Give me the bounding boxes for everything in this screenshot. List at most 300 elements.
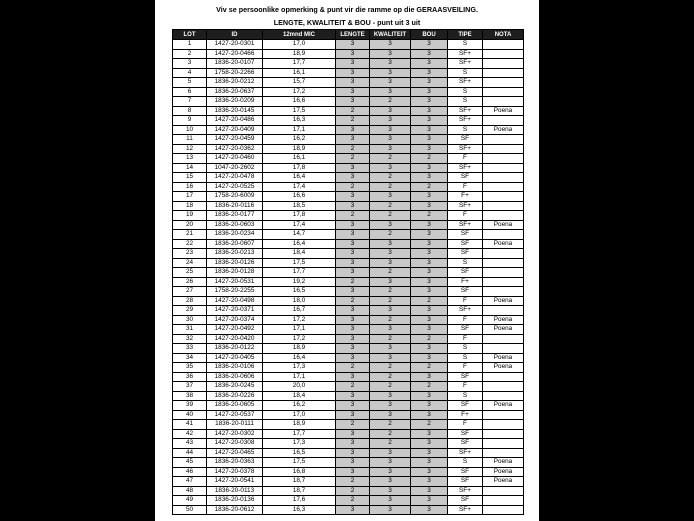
table-row	[173, 325, 524, 335]
cell-lengte: 3	[336, 344, 370, 354]
table-row	[173, 363, 524, 373]
table-row	[173, 467, 524, 477]
column-header-lot: LOT	[173, 30, 207, 40]
cell-bou: 3	[411, 306, 448, 316]
cell-id: 1427-20-0537	[207, 410, 263, 420]
cell-bou: 3	[411, 49, 448, 59]
cell-lengte: 3	[336, 334, 370, 344]
cell-nota: Poena	[483, 477, 524, 487]
cell-nota	[483, 382, 524, 392]
cell-mic: 17,1	[263, 125, 336, 135]
cell-lot: 36	[173, 372, 207, 382]
table-row	[173, 220, 524, 230]
cell-bou: 3	[411, 59, 448, 69]
cell-mic: 17,7	[263, 268, 336, 278]
cell-bou: 3	[411, 410, 448, 420]
cell-lot: 21	[173, 230, 207, 240]
cell-kwaliteit: 3	[370, 249, 411, 259]
cell-mic: 18,9	[263, 49, 336, 59]
cell-lot: 30	[173, 315, 207, 325]
cell-mic: 16,2	[263, 401, 336, 411]
cell-nota	[483, 258, 524, 268]
cell-kwaliteit: 3	[370, 277, 411, 287]
cell-nota	[483, 306, 524, 316]
cell-mic: 18,9	[263, 420, 336, 430]
cell-tipe: SF+	[448, 448, 483, 458]
cell-nota	[483, 486, 524, 496]
table-row	[173, 287, 524, 297]
cell-nota: Poena	[483, 125, 524, 135]
cell-lot: 50	[173, 505, 207, 515]
cell-lengte: 3	[336, 163, 370, 173]
cell-id: 1427-20-0405	[207, 353, 263, 363]
cell-bou: 2	[411, 296, 448, 306]
cell-lengte: 3	[336, 429, 370, 439]
cell-id: 1836-20-0145	[207, 106, 263, 116]
cell-lengte: 3	[336, 306, 370, 316]
cell-tipe: F	[448, 296, 483, 306]
cell-nota	[483, 391, 524, 401]
cell-mic: 16,5	[263, 287, 336, 297]
cell-lengte: 3	[336, 230, 370, 240]
cell-kwaliteit: 2	[370, 182, 411, 192]
cell-tipe: S	[448, 353, 483, 363]
cell-id: 1836-20-0177	[207, 211, 263, 221]
table-row	[173, 448, 524, 458]
table-row	[173, 144, 524, 154]
cell-tipe: SF+	[448, 78, 483, 88]
cell-lengte: 3	[336, 325, 370, 335]
cell-tipe: F	[448, 182, 483, 192]
table-row	[173, 268, 524, 278]
cell-lengte: 2	[336, 363, 370, 373]
cell-id: 1836-20-0607	[207, 239, 263, 249]
cell-lot: 40	[173, 410, 207, 420]
cell-id: 1836-20-0363	[207, 458, 263, 468]
cell-nota	[483, 448, 524, 458]
table-row	[173, 49, 524, 59]
cell-lot: 3	[173, 59, 207, 69]
cell-tipe: S	[448, 68, 483, 78]
cell-mic: 17,3	[263, 439, 336, 449]
cell-lengte: 3	[336, 372, 370, 382]
table-row	[173, 59, 524, 69]
column-header-id: ID	[207, 30, 263, 40]
cell-lengte: 2	[336, 486, 370, 496]
cell-lengte: 2	[336, 116, 370, 126]
cell-mic: 17,8	[263, 163, 336, 173]
cell-mic: 17,7	[263, 429, 336, 439]
cell-lengte: 2	[336, 496, 370, 506]
cell-lot: 22	[173, 239, 207, 249]
cell-kwaliteit: 2	[370, 154, 411, 164]
cell-nota	[483, 154, 524, 164]
cell-kwaliteit: 3	[370, 448, 411, 458]
cell-tipe: SF	[448, 230, 483, 240]
cell-lengte: 3	[336, 97, 370, 107]
column-header-bou: BOU	[411, 30, 448, 40]
cell-id: 1427-20-0308	[207, 439, 263, 449]
cell-kwaliteit: 2	[370, 230, 411, 240]
cell-id: 1836-20-0107	[207, 59, 263, 69]
cell-id: 1758-20-6009	[207, 192, 263, 202]
table-row	[173, 211, 524, 221]
cell-kwaliteit: 3	[370, 106, 411, 116]
cell-lengte: 2	[336, 420, 370, 430]
cell-lot: 6	[173, 87, 207, 97]
cell-lengte: 3	[336, 448, 370, 458]
table-row	[173, 87, 524, 97]
table-row	[173, 458, 524, 468]
cell-tipe: F	[448, 382, 483, 392]
cell-bou: 2	[411, 382, 448, 392]
cell-kwaliteit: 2	[370, 382, 411, 392]
cell-id: 1836-20-0245	[207, 382, 263, 392]
table-row	[173, 201, 524, 211]
cell-nota	[483, 192, 524, 202]
cell-id: 1427-20-0362	[207, 144, 263, 154]
cell-kwaliteit: 3	[370, 353, 411, 363]
cell-lot: 29	[173, 306, 207, 316]
cell-mic: 18,0	[263, 296, 336, 306]
cell-id: 1836-20-0136	[207, 496, 263, 506]
cell-id: 1427-20-0531	[207, 277, 263, 287]
table-row	[173, 173, 524, 183]
cell-mic: 16,3	[263, 505, 336, 515]
cell-tipe: F+	[448, 410, 483, 420]
cell-lot: 34	[173, 353, 207, 363]
cell-lot: 11	[173, 135, 207, 145]
cell-mic: 18,5	[263, 201, 336, 211]
cell-nota	[483, 211, 524, 221]
cell-lot: 31	[173, 325, 207, 335]
cell-kwaliteit: 2	[370, 420, 411, 430]
cell-id: 1836-20-0606	[207, 372, 263, 382]
cell-lot: 25	[173, 268, 207, 278]
cell-lot: 35	[173, 363, 207, 373]
cell-lengte: 3	[336, 249, 370, 259]
cell-kwaliteit: 3	[370, 144, 411, 154]
cell-bou: 3	[411, 277, 448, 287]
table-row	[173, 125, 524, 135]
cell-bou: 3	[411, 287, 448, 297]
cell-lengte: 3	[336, 78, 370, 88]
cell-kwaliteit: 3	[370, 192, 411, 202]
table-row	[173, 391, 524, 401]
cell-id: 1047-20-2602	[207, 163, 263, 173]
cell-nota	[483, 173, 524, 183]
cell-lot: 13	[173, 154, 207, 164]
cell-bou: 3	[411, 68, 448, 78]
cell-id: 1836-20-0234	[207, 230, 263, 240]
cell-id: 1427-20-0478	[207, 173, 263, 183]
table-row	[173, 296, 524, 306]
column-header-nota: NOTA	[483, 30, 524, 40]
cell-mic: 17,1	[263, 372, 336, 382]
cell-id: 1836-20-0213	[207, 249, 263, 259]
cell-id: 1836-20-0106	[207, 363, 263, 373]
cell-bou: 2	[411, 182, 448, 192]
cell-nota: Poena	[483, 220, 524, 230]
cell-nota	[483, 201, 524, 211]
cell-bou: 2	[411, 420, 448, 430]
cell-lengte: 3	[336, 353, 370, 363]
cell-nota	[483, 344, 524, 354]
cell-lengte: 3	[336, 268, 370, 278]
cell-mic: 16,6	[263, 192, 336, 202]
cell-mic: 14,7	[263, 230, 336, 240]
cell-nota	[483, 68, 524, 78]
cell-bou: 3	[411, 325, 448, 335]
cell-lengte: 3	[336, 391, 370, 401]
cell-lot: 19	[173, 211, 207, 221]
cell-tipe: SF	[448, 467, 483, 477]
cell-id: 1836-20-0113	[207, 486, 263, 496]
cell-tipe: SF+	[448, 49, 483, 59]
cell-kwaliteit: 2	[370, 268, 411, 278]
cell-lot: 26	[173, 277, 207, 287]
cell-tipe: SF	[448, 429, 483, 439]
cell-id: 1427-20-0301	[207, 40, 263, 50]
cell-lot: 24	[173, 258, 207, 268]
cell-bou: 3	[411, 97, 448, 107]
cell-tipe: S	[448, 391, 483, 401]
cell-bou: 3	[411, 477, 448, 487]
cell-nota: Poena	[483, 239, 524, 249]
cell-lengte: 3	[336, 315, 370, 325]
cell-kwaliteit: 3	[370, 163, 411, 173]
cell-bou: 3	[411, 448, 448, 458]
cell-tipe: SF	[448, 496, 483, 506]
cell-mic: 17,6	[263, 496, 336, 506]
cell-mic: 17,1	[263, 325, 336, 335]
cell-mic: 16,4	[263, 239, 336, 249]
cell-bou: 3	[411, 486, 448, 496]
cell-lengte: 3	[336, 439, 370, 449]
cell-bou: 3	[411, 391, 448, 401]
cell-lot: 45	[173, 458, 207, 468]
cell-tipe: S	[448, 458, 483, 468]
cell-kwaliteit: 3	[370, 391, 411, 401]
cell-tipe: SF	[448, 477, 483, 487]
cell-nota	[483, 287, 524, 297]
cell-nota	[483, 249, 524, 259]
cell-tipe: SF	[448, 135, 483, 145]
cell-kwaliteit: 2	[370, 211, 411, 221]
cell-lot: 5	[173, 78, 207, 88]
table-row	[173, 420, 524, 430]
cell-mic: 18,9	[263, 144, 336, 154]
cell-lengte: 3	[336, 467, 370, 477]
cell-bou: 3	[411, 135, 448, 145]
cell-mic: 16,7	[263, 306, 336, 316]
cell-tipe: SF	[448, 268, 483, 278]
cell-kwaliteit: 3	[370, 344, 411, 354]
cell-mic: 17,0	[263, 410, 336, 420]
cell-kwaliteit: 3	[370, 401, 411, 411]
cell-lot: 20	[173, 220, 207, 230]
table-row	[173, 372, 524, 382]
table-row	[173, 40, 524, 50]
cell-tipe: S	[448, 258, 483, 268]
cell-kwaliteit: 3	[370, 220, 411, 230]
cell-kwaliteit: 2	[370, 439, 411, 449]
cell-mic: 16,4	[263, 353, 336, 363]
table-row	[173, 97, 524, 107]
cell-nota	[483, 410, 524, 420]
cell-lengte: 3	[336, 68, 370, 78]
cell-lengte: 3	[336, 287, 370, 297]
cell-lengte: 3	[336, 201, 370, 211]
cell-id: 1427-20-0302	[207, 429, 263, 439]
cell-kwaliteit: 2	[370, 315, 411, 325]
cell-nota	[483, 97, 524, 107]
cell-mic: 17,7	[263, 59, 336, 69]
cell-tipe: SF	[448, 372, 483, 382]
cell-lengte: 2	[336, 106, 370, 116]
cell-lengte: 2	[336, 182, 370, 192]
cell-tipe: SF+	[448, 486, 483, 496]
table-row	[173, 477, 524, 487]
cell-tipe: SF	[448, 239, 483, 249]
cell-kwaliteit: 3	[370, 306, 411, 316]
cell-bou: 3	[411, 173, 448, 183]
cell-lengte: 3	[336, 458, 370, 468]
cell-kwaliteit: 3	[370, 467, 411, 477]
cell-kwaliteit: 3	[370, 116, 411, 126]
table-row	[173, 486, 524, 496]
cell-tipe: SF	[448, 439, 483, 449]
table-row	[173, 258, 524, 268]
cell-lot: 8	[173, 106, 207, 116]
cell-tipe: SF+	[448, 144, 483, 154]
table-row	[173, 277, 524, 287]
cell-lengte: 3	[336, 239, 370, 249]
cell-bou: 3	[411, 78, 448, 88]
cell-lot: 49	[173, 496, 207, 506]
column-header-mic: 12mnd MIC	[263, 30, 336, 40]
cell-lengte: 3	[336, 40, 370, 50]
cell-tipe: F	[448, 363, 483, 373]
cell-id: 1427-20-0466	[207, 49, 263, 59]
cell-nota	[483, 277, 524, 287]
cell-tipe: SF+	[448, 201, 483, 211]
cell-id: 1836-20-0612	[207, 505, 263, 515]
cell-lot: 48	[173, 486, 207, 496]
cell-mic: 16,1	[263, 68, 336, 78]
cell-bou: 3	[411, 106, 448, 116]
cell-tipe: SF+	[448, 106, 483, 116]
cell-lot: 7	[173, 97, 207, 107]
cell-lot: 37	[173, 382, 207, 392]
cell-bou: 3	[411, 87, 448, 97]
cell-mic: 17,2	[263, 87, 336, 97]
cell-tipe: F	[448, 211, 483, 221]
cell-bou: 3	[411, 467, 448, 477]
cell-lengte: 2	[336, 277, 370, 287]
cell-kwaliteit: 2	[370, 372, 411, 382]
cell-kwaliteit: 3	[370, 78, 411, 88]
cell-mic: 20,0	[263, 382, 336, 392]
cell-tipe: SF+	[448, 163, 483, 173]
cell-lengte: 3	[336, 87, 370, 97]
cell-tipe: SF	[448, 287, 483, 297]
cell-id: 1836-20-0603	[207, 220, 263, 230]
cell-mic: 17,5	[263, 258, 336, 268]
cell-tipe: S	[448, 125, 483, 135]
cell-id: 1427-20-0465	[207, 448, 263, 458]
cell-id: 1427-20-0541	[207, 477, 263, 487]
cell-kwaliteit: 2	[370, 97, 411, 107]
table-row	[173, 182, 524, 192]
cell-lengte: 2	[336, 154, 370, 164]
cell-bou: 3	[411, 258, 448, 268]
cell-lot: 39	[173, 401, 207, 411]
cell-id: 1836-20-0605	[207, 401, 263, 411]
cell-tipe: SF+	[448, 116, 483, 126]
cell-id: 1427-20-0498	[207, 296, 263, 306]
cell-bou: 3	[411, 268, 448, 278]
cell-lot: 23	[173, 249, 207, 259]
cell-mic: 17,5	[263, 106, 336, 116]
cell-id: 1836-20-0128	[207, 268, 263, 278]
cell-tipe: F+	[448, 192, 483, 202]
cell-lot: 44	[173, 448, 207, 458]
table-row	[173, 353, 524, 363]
cell-bou: 3	[411, 192, 448, 202]
cell-mic: 17,8	[263, 211, 336, 221]
cell-bou: 3	[411, 429, 448, 439]
cell-bou: 3	[411, 505, 448, 515]
table-row	[173, 239, 524, 249]
cell-id: 1427-20-0378	[207, 467, 263, 477]
cell-lot: 38	[173, 391, 207, 401]
cell-lengte: 2	[336, 144, 370, 154]
cell-bou: 3	[411, 116, 448, 126]
cell-lengte: 3	[336, 401, 370, 411]
cell-id: 1836-20-0226	[207, 391, 263, 401]
cell-kwaliteit: 3	[370, 410, 411, 420]
cell-mic: 17,0	[263, 40, 336, 50]
table-row	[173, 106, 524, 116]
cell-mic: 17,2	[263, 334, 336, 344]
cell-nota	[483, 429, 524, 439]
cell-id: 1427-20-0486	[207, 116, 263, 126]
cell-nota	[483, 420, 524, 430]
cell-mic: 18,7	[263, 486, 336, 496]
cell-nota	[483, 78, 524, 88]
cell-tipe: F	[448, 154, 483, 164]
cell-nota	[483, 230, 524, 240]
cell-lot: 10	[173, 125, 207, 135]
cell-bou: 3	[411, 144, 448, 154]
cell-kwaliteit: 3	[370, 40, 411, 50]
cell-tipe: SF+	[448, 59, 483, 69]
cell-kwaliteit: 3	[370, 258, 411, 268]
cell-kwaliteit: 3	[370, 477, 411, 487]
table-row	[173, 334, 524, 344]
cell-id: 1427-20-0459	[207, 135, 263, 145]
column-header-kwaliteit: KWALITEIT	[370, 30, 411, 40]
cell-id: 1427-20-0420	[207, 334, 263, 344]
table-row	[173, 163, 524, 173]
cell-tipe: S	[448, 40, 483, 50]
cell-nota	[483, 163, 524, 173]
table-row	[173, 382, 524, 392]
cell-mic: 17,2	[263, 315, 336, 325]
cell-bou: 3	[411, 125, 448, 135]
cell-lot: 42	[173, 429, 207, 439]
